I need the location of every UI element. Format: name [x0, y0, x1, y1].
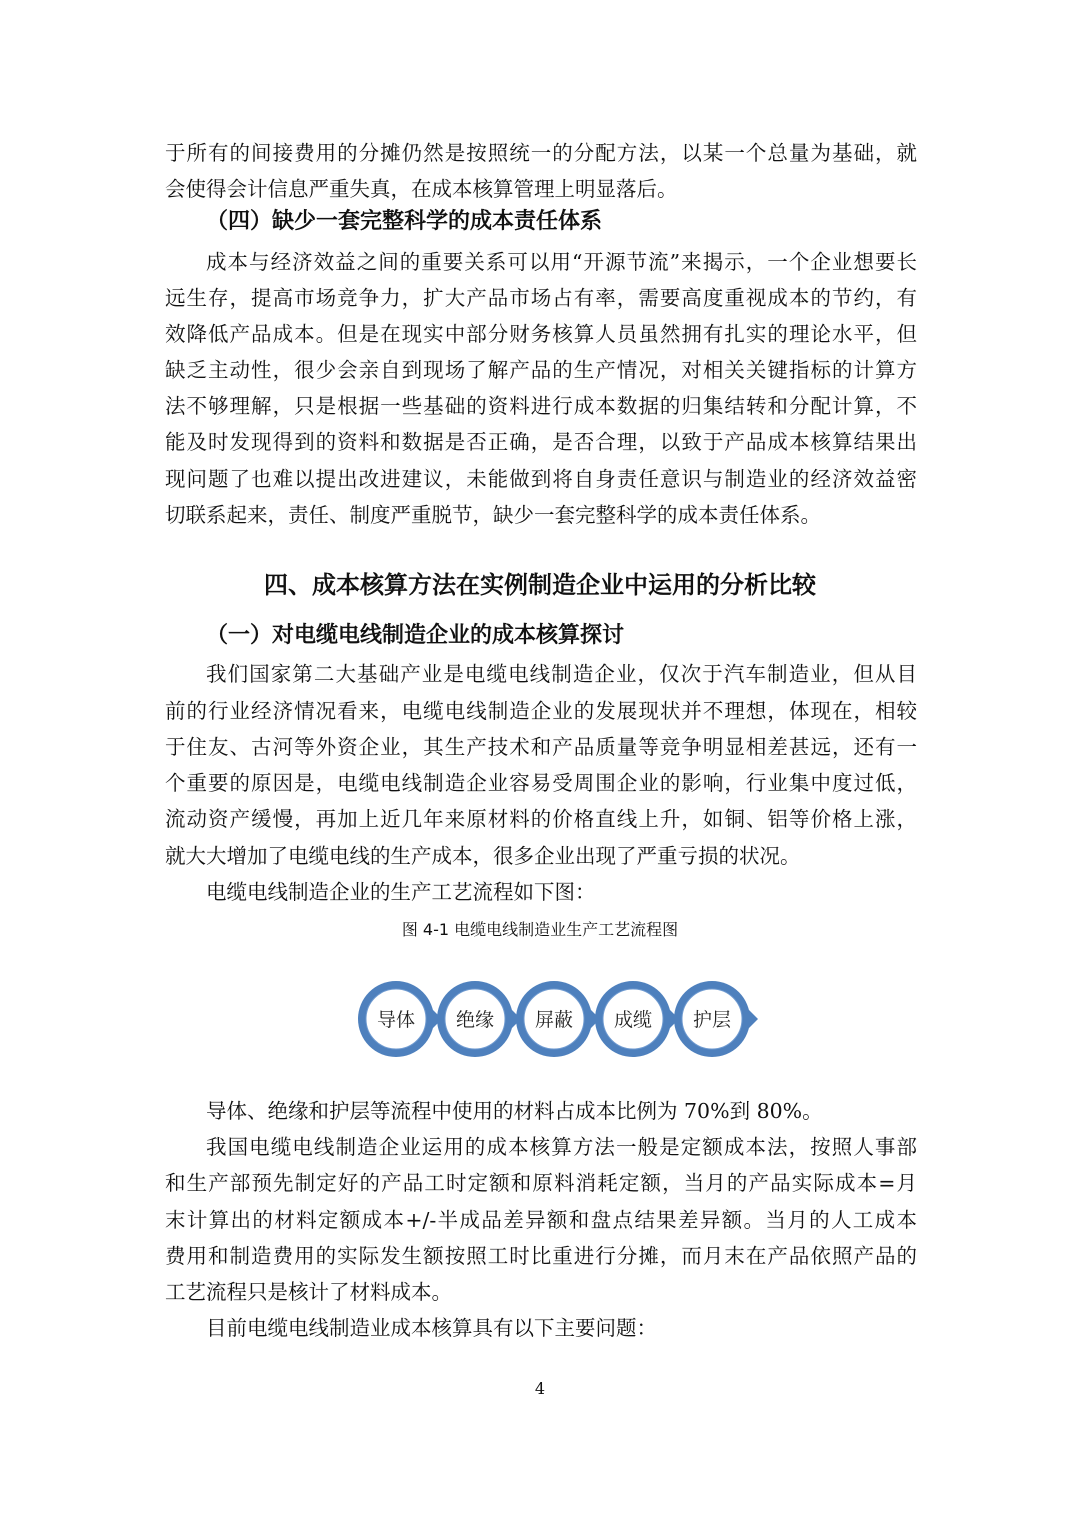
paragraph-line: 和生产部预先制定好的产品工时定额和原料消耗定额，当月的产品实际成本=月: [165, 1171, 917, 1195]
paragraph-line: 于住友、古河等外资企业，其生产技术和产品质量等竞争明显相差甚远，还有一: [165, 735, 917, 759]
section-title: 四、成本核算方法在实例制造企业中运用的分析比较: [264, 571, 816, 599]
paragraph-line: 成本与经济效益之间的重要关系可以用“开源节流”来揭示，一个企业想要长: [206, 250, 917, 274]
paragraph-line: 现问题了也难以提出改进建议，未能做到将自身责任意识与制造业的经济效益密: [165, 467, 917, 491]
flow-step-label: 护层: [692, 1009, 732, 1031]
subsection-heading-4: （四）缺少一套完整科学的成本责任体系: [206, 209, 603, 234]
paragraph-line: 于所有的间接费用的分摊仍然是按照统一的分配方法，以某一个总量为基础，就: [165, 141, 917, 165]
paragraph-line: 前的行业经济情况看来，电缆电线制造企业的发展现状并不理想，体现在，相较: [165, 699, 917, 723]
flow-step-label: 成缆: [613, 1009, 653, 1031]
paragraph-line: 我国电缆电线制造企业运用的成本核算方法一般是定额成本法，按照人事部: [206, 1135, 917, 1159]
paragraph-line: 导体、绝缘和护层等流程中使用的材料占成本比例为 70%到 80%。: [206, 1099, 823, 1123]
paragraph-line: 费用和制造费用的实际发生额按照工时比重进行分摊，而月末在产品依照产品的: [165, 1244, 917, 1268]
paragraph-line: 流动资产缓慢，再加上近几年来原材料的价格直线上升，如铜、铝等价格上涨，: [165, 807, 917, 831]
subsection-heading-1: （一）对电缆电线制造企业的成本核算探讨: [206, 623, 625, 648]
paragraph-line: 个重要的原因是，电缆电线制造企业容易受周围企业的影响，行业集中度过低，: [165, 771, 917, 795]
paragraph-line: 缺乏主动性，很少会亲自到现场了解产品的生产情况，对相关关键指标的计算方: [165, 358, 917, 382]
process-flow-diagram: [350, 975, 760, 1065]
paragraph-line: 能及时发现得到的资料和数据是否正确，是否合理，以致于产品成本核算结果出: [165, 430, 917, 454]
paragraph-line: 切联系起来，责任、制度严重脱节，缺少一套完整科学的成本责任体系。: [165, 503, 821, 527]
flow-arrow: [744, 1005, 758, 1033]
paragraph-line: 远生存，提高市场竞争力，扩大产品市场占有率，需要高度重视成本的节约，有: [165, 286, 917, 310]
paragraph-line: 工艺流程只是核计了材料成本。: [165, 1280, 452, 1304]
flow-step-1: [358, 981, 442, 1057]
flow-step-label: 屏蔽: [534, 1009, 574, 1031]
flow-step-label: 绝缘: [455, 1009, 495, 1031]
figure-caption: 图 4-1 电缆电线制造业生产工艺流程图: [401, 920, 679, 939]
page-number: 4: [534, 1379, 546, 1398]
flow-step-3: [516, 981, 600, 1057]
paragraph-line: 我们国家第二大基础产业是电缆电线制造企业，仅次于汽车制造业，但从目: [206, 662, 917, 686]
paragraph-line: 会使得会计信息严重失真，在成本核算管理上明显落后。: [165, 177, 678, 201]
paragraph-line: 法不够理解，只是根据一些基础的资料进行成本数据的归集结转和分配计算，不: [165, 394, 917, 418]
flow-step-4: [595, 981, 679, 1057]
paragraph-line: 就大大增加了电缆电线的生产成本，很多企业出现了严重亏损的状况。: [165, 844, 801, 868]
flow-step-2: [437, 981, 521, 1057]
paragraph-line: 电缆电线制造企业的生产工艺流程如下图：: [206, 880, 596, 904]
flow-step-label: 导体: [376, 1009, 416, 1031]
flow-step-5: [674, 981, 758, 1057]
paragraph-line: 目前电缆电线制造业成本核算具有以下主要问题：: [206, 1316, 657, 1340]
paragraph-line: 效降低产品成本。但是在现实中部分财务核算人员虽然拥有扎实的理论水平，但: [165, 322, 917, 346]
paragraph-line: 末计算出的材料定额成本+/-半成品差异额和盘点结果差异额。当月的人工成本: [165, 1208, 917, 1232]
